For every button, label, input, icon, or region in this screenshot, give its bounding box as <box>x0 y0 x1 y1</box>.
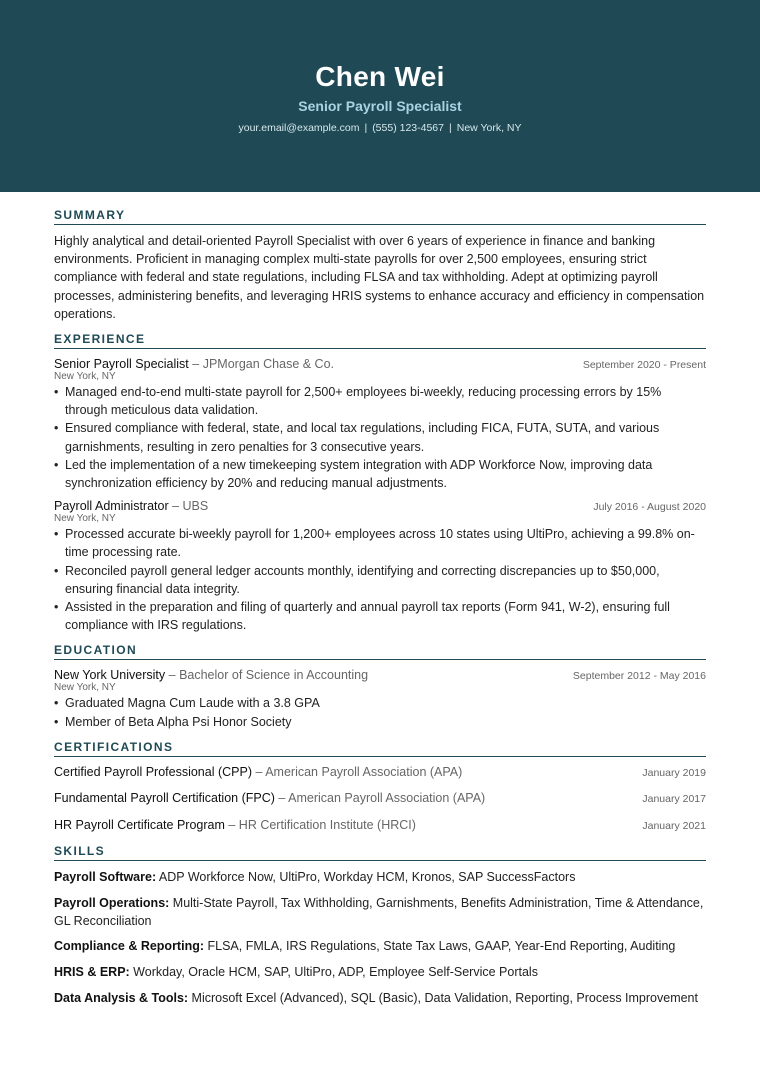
contact-line <box>238 120 521 136</box>
bullet-item: • Graduated Magna Cum Laude with a 3.8 GPA <box>54 694 706 712</box>
resume-content <box>0 192 760 1007</box>
certification-dash: – <box>252 764 266 779</box>
skill-row <box>54 937 706 955</box>
bullet-item: • Assisted in the preparation and filing of quarterly and annual payroll tax reports (Form 941, W-2), ensuring full compliance with IRS regulations. <box>54 598 706 634</box>
skill-row <box>54 868 706 886</box>
job-location: New York, NY <box>54 513 116 525</box>
skill-value: ADP Workforce Now, UltiPro, Workday HCM, Kronos, SAP SuccessFactors <box>156 869 576 884</box>
job-dash: – <box>168 499 183 514</box>
skill-label: Payroll Software: <box>54 869 157 884</box>
certification-dash: – <box>274 791 289 806</box>
candidate-name: Chen Wei <box>315 61 445 92</box>
certification-org: American Payroll Association (APA) <box>288 791 486 806</box>
degree-name: Bachelor of Science in Accounting <box>179 668 369 683</box>
school-name: New York University <box>54 668 166 683</box>
certification-date: January 2019 <box>642 766 706 779</box>
contact-separator: | <box>449 122 452 134</box>
skill-value: Workday, Oracle HCM, SAP, UltiPro, ADP, Employee Self-Service Portals <box>129 965 538 980</box>
job-bullets <box>54 383 706 492</box>
skill-row <box>54 989 706 1007</box>
certification-item <box>54 790 706 808</box>
education-dash: – <box>165 668 180 683</box>
bullet-item: • Led the implementation of a new timekeeping system integration with ADP Workforce Now, improving data synchronization efficiency by 20% and reducing manual adjustments. <box>54 456 706 492</box>
contact-separator: | <box>364 122 368 134</box>
job-dates: September 2020 - Present <box>582 359 706 372</box>
certification-item <box>54 817 706 835</box>
certification-name: Certified Payroll Professional (CPP) <box>54 764 252 779</box>
section-heading: SKILLS <box>54 843 706 861</box>
bullet-item: • Reconciled payroll general ledger accounts monthly, identifying and correcting discrepancies up to $50,000, ensuring financial data integrity. <box>54 562 706 598</box>
job-company: UBS <box>182 499 209 514</box>
skills-section <box>54 843 706 1007</box>
skill-label: Compliance & Reporting: <box>54 939 205 954</box>
certifications-section <box>54 739 706 835</box>
education-location: New York, NY <box>54 682 116 694</box>
skill-label: HRIS & ERP: <box>54 965 130 980</box>
education-section <box>54 642 706 730</box>
section-heading: EXPERIENCE <box>54 331 706 349</box>
education-entry <box>54 667 706 730</box>
summary-section <box>54 207 706 323</box>
education-dates: September 2012 - May 2016 <box>572 670 706 683</box>
job-bullets <box>54 525 706 634</box>
certification-name: HR Payroll Certificate Program <box>54 817 225 832</box>
job-entry <box>54 356 706 492</box>
section-heading: SUMMARY <box>54 207 706 225</box>
bullet-item: • Ensured compliance with federal, state, and local tax regulations, including FICA, FUTA, SUTA, and various garnishments, resulting in zero penalties for 3 consecutive years. <box>54 419 706 455</box>
bullet-item: • Managed end-to-end multi-state payroll for 2,500+ employees bi-weekly, reducing processing errors by 15% through meticulous data validation. <box>54 383 706 419</box>
skill-row <box>54 963 706 981</box>
job-dates: July 2016 - August 2020 <box>593 501 706 514</box>
experience-section <box>54 331 706 634</box>
contact-phone: (555) 123-4567 <box>372 122 444 134</box>
skill-value: Microsoft Excel (Advanced), SQL (Basic), Data Validation, Reporting, Process Improvement <box>188 990 698 1005</box>
job-role: Senior Payroll Specialist <box>54 357 189 372</box>
skill-label: Data Analysis & Tools: <box>54 990 189 1005</box>
skill-value: Multi-State Payroll, Tax Withholding, Garnishments, Benefits Administration, Time & Attendance, GL Reconciliation <box>54 895 704 928</box>
certification-item <box>54 764 706 782</box>
skill-row <box>54 894 706 930</box>
certification-org: American Payroll Association (APA) <box>265 764 463 779</box>
section-heading: EDUCATION <box>54 642 706 660</box>
certification-date: January 2021 <box>642 819 706 832</box>
section-heading: CERTIFICATIONS <box>54 739 706 757</box>
bullet-item: • Processed accurate bi-weekly payroll for 1,200+ employees across 10 states using UltiPro, achieving a 99.8% on-time processing rate. <box>54 525 706 561</box>
certification-dash: – <box>224 817 239 832</box>
contact-location: New York, NY <box>456 122 522 134</box>
skill-value: FLSA, FMLA, IRS Regulations, State Tax Laws, GAAP, Year-End Reporting, Auditing <box>204 939 676 954</box>
candidate-title: Senior Payroll Specialist <box>298 98 462 114</box>
skill-label: Payroll Operations: <box>54 895 170 910</box>
certification-name: Fundamental Payroll Certification (FPC) <box>54 791 275 806</box>
certification-date: January 2017 <box>642 793 706 806</box>
summary-text: Highly analytical and detail-oriented Payroll Specialist with over 6 years of experience in finance and banking environments. Proficient in managing complex multi-state payrolls for over 2,500 employees, ensuring strict compliance with federal and state regulations, including FLSA and tax withholding. Adept at optimizing payroll processes, administering benefits, and leveraging HRIS systems to enhance accuracy and efficiency in compensation operations. <box>54 234 705 321</box>
resume-header <box>0 0 760 192</box>
job-company: JPMorgan Chase & Co. <box>202 357 335 372</box>
education-bullets <box>54 694 706 730</box>
certification-org: HR Certification Institute (HRCI) <box>238 817 416 832</box>
bullet-item: • Member of Beta Alpha Psi Honor Society <box>54 713 706 731</box>
contact-email: your.email@example.com <box>238 122 360 134</box>
job-location: New York, NY <box>54 371 116 383</box>
job-dash: – <box>188 357 203 372</box>
job-entry <box>54 498 706 634</box>
job-role: Payroll Administrator <box>54 499 169 514</box>
